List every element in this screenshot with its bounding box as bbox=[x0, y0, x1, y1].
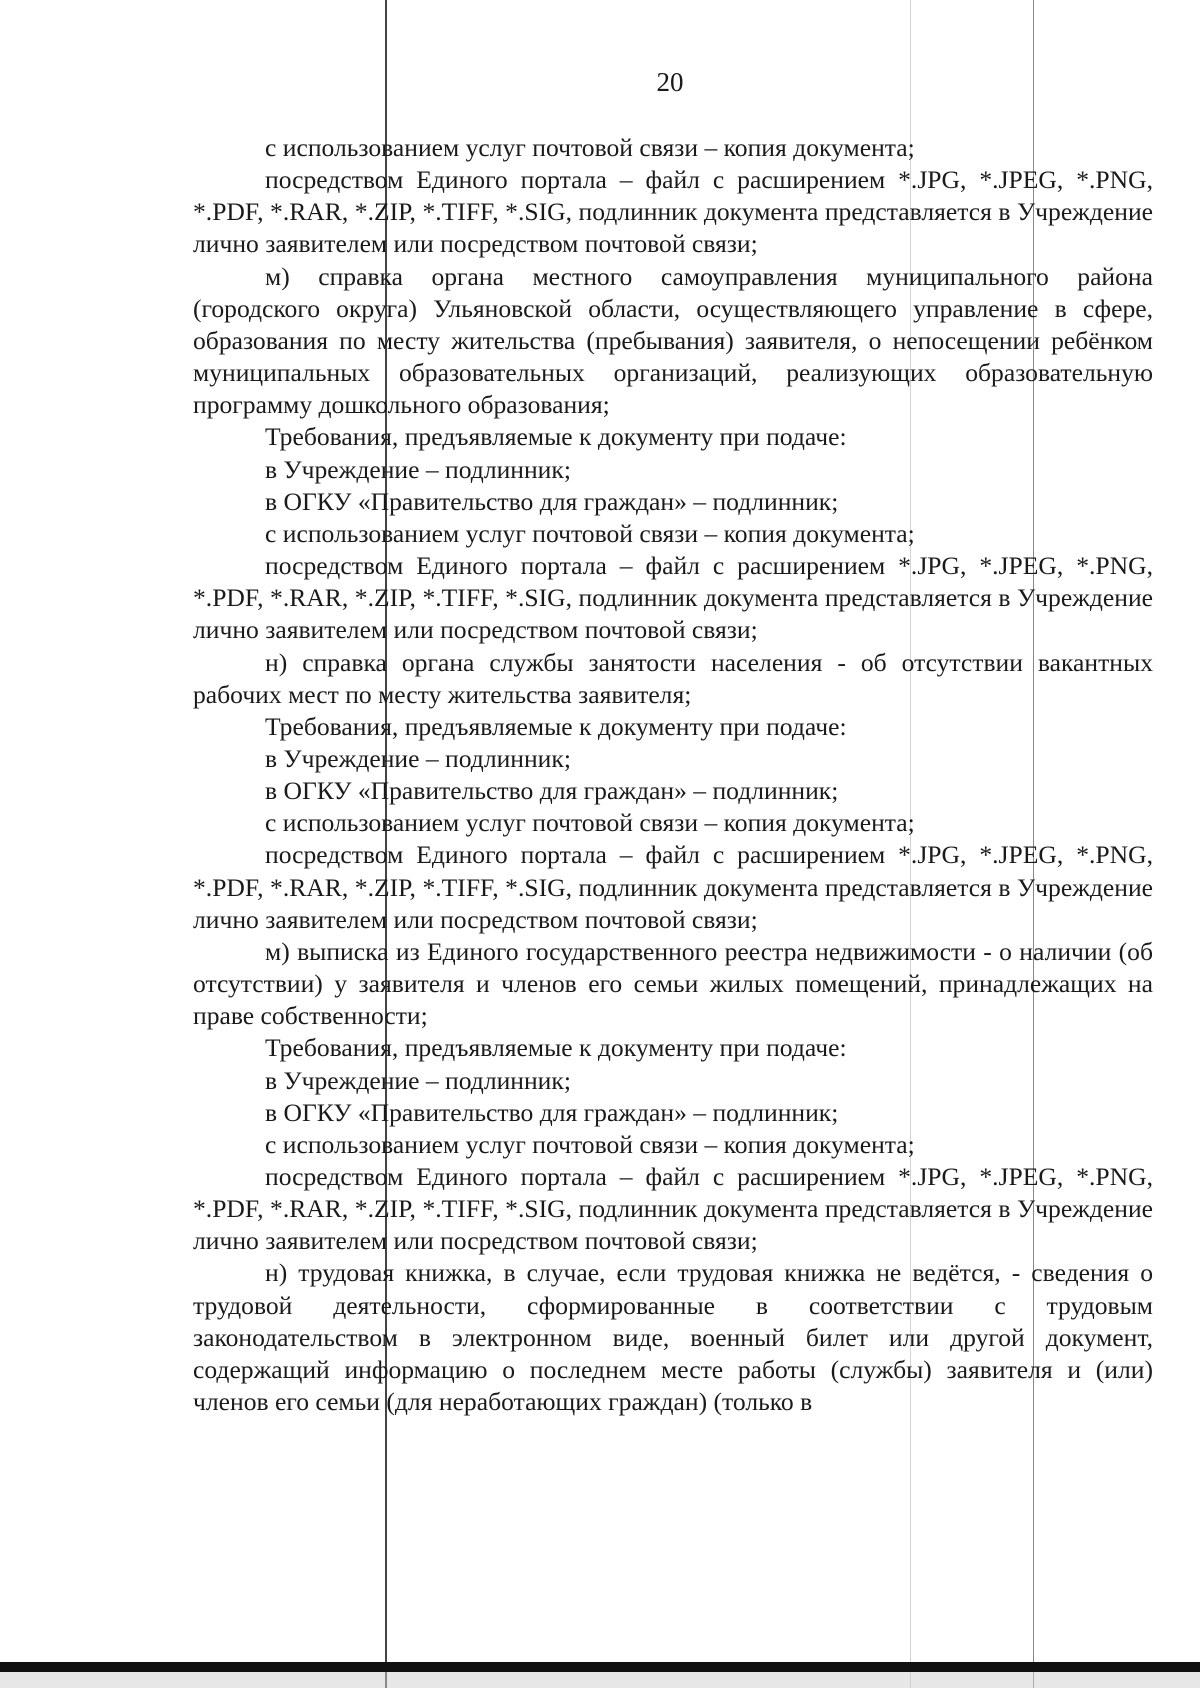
paragraph: в Учреждение – подлинник; bbox=[265, 743, 571, 773]
paragraph: в Учреждение – подлинник; bbox=[265, 1065, 571, 1095]
paragraph: м) выписка из Единого государственного реестра недвижимости - о наличии (об отсутствии) у заявителя и членов его семьи жилых помещений, принадлежащих на праве собственности; bbox=[193, 936, 1153, 1031]
paragraph: с использованием услуг почтовой связи – копия документа; bbox=[265, 518, 915, 548]
paragraph: в ОГКУ «Правительство для граждан» – подлинник; bbox=[265, 486, 839, 516]
paragraph: посредством Единого портала – файл с расширением *.JPG, *.JPEG, *.PNG, *.PDF, *.RAR, *.ZIP, *.TIFF, *.SIG, подлинник документа представляется в Учреждение лично заявителем или посредством почтовой связи; bbox=[193, 551, 1153, 645]
paragraph: н) справка органа службы занятости населения - об отсутствии вакантных рабочих мест по месту жительства заявителя; bbox=[193, 647, 1153, 709]
paragraph: Требования, предъявляемые к документу при подаче: bbox=[265, 422, 847, 452]
scan-bottom-edge bbox=[0, 1662, 1200, 1672]
page-number: 20 bbox=[656, 67, 684, 97]
paragraph: н) трудовая книжка, в случае, если трудовая книжка не ведётся, - сведения о трудовой деятельности, сформированные в соответствии с трудовым законодательством в электронном виде, военный билет или другой документ, содержащий информацию о последнем месте работы (службы) заявителя и (или) членов его семьи (для неработающих граждан) (только в bbox=[193, 1258, 1153, 1417]
paragraph: м) справка органа местного самоуправления муниципального района (городского округа) Ульяновской области, осуществляющего управление в сфере, образования по месту жительства (пребывания) заявителя, о непосещении ребёнком муниципальных образовательных организаций, реализующих образовательную программу дошкольного образования; bbox=[193, 261, 1153, 420]
paragraph: в Учреждение – подлинник; bbox=[265, 454, 571, 484]
paragraph: посредством Единого портала – файл с расширением *.JPG, *.JPEG, *.PNG, *.PDF, *.RAR, *.ZIP, *.TIFF, *.SIG, подлинник документа представляется в Учреждение лично заявителем или посредством почтовой связи; bbox=[193, 165, 1153, 259]
paragraph: с использованием услуг почтовой связи – копия документа; bbox=[265, 1129, 915, 1159]
paragraph: в ОГКУ «Правительство для граждан» – подлинник; bbox=[265, 776, 839, 806]
scan-bottom-shadow bbox=[0, 1672, 1200, 1688]
document-body bbox=[193, 132, 1153, 1418]
paragraph: в ОГКУ «Правительство для граждан» – подлинник; bbox=[265, 1097, 839, 1127]
paragraph: Требования, предъявляемые к документу при подаче: bbox=[265, 711, 847, 741]
paragraph: с использованием услуг почтовой связи – копия документа; bbox=[265, 133, 915, 162]
paragraph: посредством Единого портала – файл с расширением *.JPG, *.JPEG, *.PNG, *.PDF, *.RAR, *.ZIP, *.TIFF, *.SIG, подлинник документа представляется в Учреждение лично заявителем или посредством почтовой связи; bbox=[193, 1162, 1153, 1256]
paragraph: Требования, предъявляемые к документу при подаче: bbox=[265, 1033, 847, 1063]
paragraph: посредством Единого портала – файл с расширением *.JPG, *.JPEG, *.PNG, *.PDF, *.RAR, *.ZIP, *.TIFF, *.SIG, подлинник документа представляется в Учреждение лично заявителем или посредством почтовой связи; bbox=[193, 840, 1153, 934]
paragraph: с использованием услуг почтовой связи – копия документа; bbox=[265, 808, 915, 838]
